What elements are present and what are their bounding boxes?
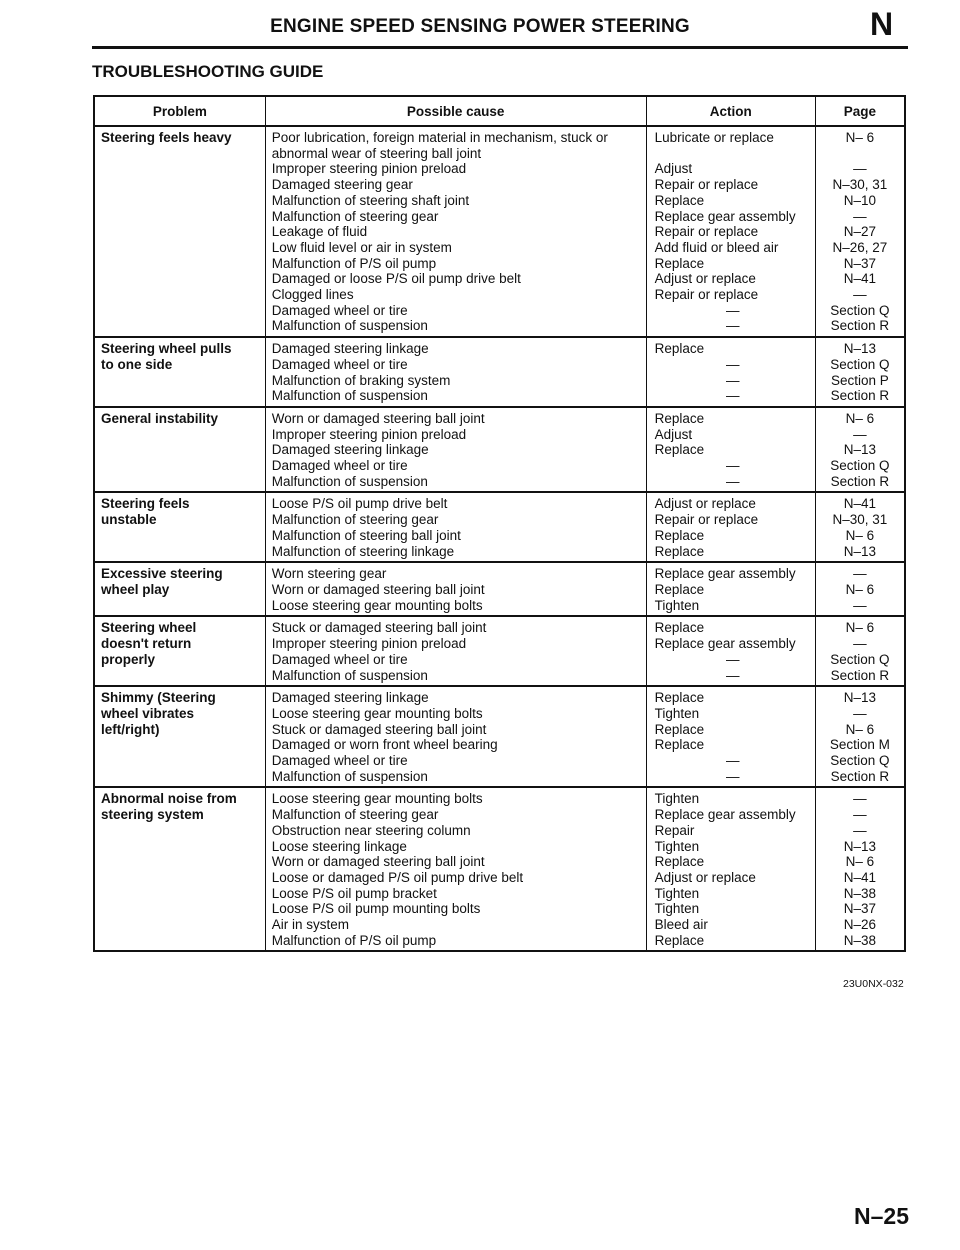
page-ref: Section R xyxy=(830,768,890,784)
action-line: Replace xyxy=(654,932,705,948)
cause-line: Worn or damaged steering ball joint xyxy=(271,581,485,597)
action-line: Repair or replace xyxy=(654,512,759,528)
cause-line: Damaged wheel or tire xyxy=(271,753,408,769)
page-ref xyxy=(818,146,902,162)
problem-line: unstable xyxy=(101,512,157,528)
page-cell xyxy=(815,407,905,493)
problem-line: Excessive steering xyxy=(101,566,223,582)
action-line: Tighten xyxy=(654,901,700,917)
cause-line: Malfunction of steering gear xyxy=(271,807,439,823)
action-line: — xyxy=(725,651,740,667)
page-cell xyxy=(815,337,905,407)
cause-line: Damaged wheel or tire xyxy=(271,302,408,318)
cause-line: Stuck or damaged steering ball joint xyxy=(271,721,487,737)
action-line: Replace xyxy=(654,721,705,737)
cause-cell xyxy=(265,126,646,337)
cause-line: Loose P/S oil pump drive belt xyxy=(271,496,448,512)
problem-line: properly xyxy=(101,651,156,667)
table-row xyxy=(94,787,905,951)
action-line: Replace gear assembly xyxy=(654,636,796,652)
page-ref: N–41 xyxy=(843,869,877,885)
action-line: Replace gear assembly xyxy=(654,566,796,582)
problem-line: Steering wheel xyxy=(101,620,197,636)
action-line: Tighten xyxy=(654,885,700,901)
page-ref: N–26, 27 xyxy=(832,239,888,255)
section-letter: N xyxy=(870,6,894,42)
action-line: — xyxy=(725,318,740,334)
page-ref: N–13 xyxy=(843,341,877,357)
action-line: Repair xyxy=(654,822,695,838)
cause-line: Malfunction of steering gear xyxy=(271,208,439,224)
action-line: — xyxy=(725,768,740,784)
page-cell xyxy=(815,562,905,616)
cause-line: Damaged steering linkage xyxy=(271,690,429,706)
page-ref: Section R xyxy=(830,318,890,334)
problem-cell xyxy=(94,337,265,407)
action-line: Replace xyxy=(654,854,705,870)
problem-line: wheel play xyxy=(101,581,170,597)
page-ref: — xyxy=(853,791,867,807)
page-ref: N–30, 31 xyxy=(832,177,888,193)
cause-line: Malfunction of suspension xyxy=(271,388,428,404)
problem-line: wheel vibrates xyxy=(101,705,195,721)
action-line: — xyxy=(725,388,740,404)
cause-line: Malfunction of steering shaft joint xyxy=(271,192,470,208)
action-line: Tighten xyxy=(654,791,700,807)
action-line: Repair or replace xyxy=(654,287,759,303)
problem-line: doesn't return xyxy=(101,636,192,652)
page-ref: N–13 xyxy=(843,442,877,458)
cause-line: Worn or damaged steering ball joint xyxy=(271,854,485,870)
cause-line: Loose steering gear mounting bolts xyxy=(271,791,483,807)
cause-line: Malfunction of steering linkage xyxy=(271,543,455,559)
problem-cell xyxy=(94,562,265,616)
page-ref: Section Q xyxy=(830,356,890,372)
column-header-page: Page xyxy=(815,96,905,126)
cause-line: Improper steering pinion preload xyxy=(271,161,467,177)
action-line: Replace xyxy=(654,543,705,559)
cause-cell xyxy=(265,787,646,951)
action-line: Replace xyxy=(654,410,705,426)
problem-line: Steering feels xyxy=(101,496,190,512)
page-ref: N–13 xyxy=(843,543,877,559)
page-cell xyxy=(815,686,905,787)
cause-line: Improper steering pinion preload xyxy=(271,636,467,652)
action-line: Replace xyxy=(654,581,705,597)
cause-cell xyxy=(265,616,646,686)
problem-cell xyxy=(94,616,265,686)
page-ref: — xyxy=(853,636,867,652)
cause-line: Malfunction of steering ball joint xyxy=(271,527,461,543)
action-line: Tighten xyxy=(654,838,700,854)
page-ref: — xyxy=(853,566,867,582)
troubleshooting-table-wrapper xyxy=(93,95,906,952)
action-line: — xyxy=(725,753,740,769)
page-ref: N–38 xyxy=(843,885,877,901)
troubleshooting-table xyxy=(93,95,906,952)
page-ref: N–26 xyxy=(843,917,877,933)
cause-line: Loose steering linkage xyxy=(271,838,407,854)
cause-line: Malfunction of braking system xyxy=(271,372,451,388)
problem-line: left/right) xyxy=(101,721,160,737)
cause-line: Malfunction of suspension xyxy=(271,667,428,683)
action-line: Adjust or replace xyxy=(654,271,756,287)
table-row xyxy=(94,126,905,337)
table-row xyxy=(94,337,905,407)
page-cell xyxy=(815,126,905,337)
cause-line: Malfunction of P/S oil pump xyxy=(271,932,437,948)
cause-line: Leakage of fluid xyxy=(271,224,368,240)
action-line: Replace xyxy=(654,255,705,271)
page-ref: — xyxy=(853,822,867,838)
page-ref: N–30, 31 xyxy=(832,512,888,528)
action-line: Replace xyxy=(654,690,705,706)
action-line: Replace gear assembly xyxy=(654,807,796,823)
cause-line: Malfunction of suspension xyxy=(271,768,428,784)
cause-line: Damaged wheel or tire xyxy=(271,651,408,667)
cause-line: Damaged wheel or tire xyxy=(271,356,408,372)
cause-line: Improper steering pinion preload xyxy=(271,426,467,442)
action-line: Replace xyxy=(654,737,705,753)
page-number: N–25 xyxy=(854,1203,909,1229)
cause-line: Malfunction of P/S oil pump xyxy=(271,255,437,271)
problem-cell xyxy=(94,686,265,787)
page-ref: — xyxy=(853,287,867,303)
column-header-action: Action xyxy=(646,96,815,126)
page-ref: N– 6 xyxy=(845,130,875,145)
guide-title: TROUBLESHOOTING GUIDE xyxy=(92,62,324,81)
cause-line: Loose or damaged P/S oil pump drive belt xyxy=(271,869,524,885)
problem-line: Abnormal noise from xyxy=(101,791,237,807)
page-ref: — xyxy=(853,705,867,721)
problem-line: Steering wheel pulls xyxy=(101,341,232,357)
action-line: — xyxy=(725,372,740,388)
page-ref: — xyxy=(853,597,867,613)
cause-line: abnormal wear of steering ball joint xyxy=(271,145,482,161)
page-ref: Section M xyxy=(829,737,890,753)
cause-line: Damaged or worn front wheel bearing xyxy=(271,737,498,753)
page-ref: N–37 xyxy=(843,901,877,917)
table-header-row xyxy=(94,96,905,126)
action-line: Repair or replace xyxy=(654,177,759,193)
action-line: Replace gear assembly xyxy=(654,208,796,224)
action-cell xyxy=(646,492,815,562)
page-ref: — xyxy=(853,161,867,177)
action-line: — xyxy=(725,473,740,489)
cause-line: Damaged or loose P/S oil pump drive belt xyxy=(271,271,521,287)
page-ref: Section P xyxy=(831,372,889,388)
cause-line: Stuck or damaged steering ball joint xyxy=(271,620,487,636)
action-line: Replace xyxy=(654,341,705,357)
action-line: — xyxy=(725,667,740,683)
page-ref: N–37 xyxy=(843,255,877,271)
action-cell xyxy=(646,686,815,787)
action-line: Adjust or replace xyxy=(654,869,756,885)
action-line: Add fluid or bleed air xyxy=(654,239,779,255)
page-ref: N–13 xyxy=(843,690,877,706)
action-line: Adjust xyxy=(654,161,693,177)
table-body xyxy=(94,126,905,951)
problem-cell xyxy=(94,126,265,337)
action-cell xyxy=(646,562,815,616)
cause-line: Worn steering gear xyxy=(271,566,387,582)
page-ref: Section Q xyxy=(830,302,890,318)
column-header-cause: Possible cause xyxy=(265,96,646,126)
cause-line: Low fluid level or air in system xyxy=(271,239,452,255)
table-row xyxy=(94,492,905,562)
cause-line: Damaged steering linkage xyxy=(271,442,429,458)
page-ref: N–38 xyxy=(843,932,877,948)
page-ref: N– 6 xyxy=(845,721,875,737)
cause-line: Malfunction of suspension xyxy=(271,318,428,334)
action-line: Repair or replace xyxy=(654,224,759,240)
cause-line: Clogged lines xyxy=(271,287,354,303)
action-line: Bleed air xyxy=(654,917,708,933)
action-line: Tighten xyxy=(654,597,700,613)
page-ref: Section Q xyxy=(830,753,890,769)
page-ref: Section Q xyxy=(830,458,890,474)
page-ref: Section Q xyxy=(830,651,890,667)
action-cell xyxy=(646,616,815,686)
action-line: Adjust xyxy=(654,426,693,442)
action-line: — xyxy=(725,458,740,474)
problem-line: Shimmy (Steering xyxy=(101,690,216,706)
action-cell xyxy=(646,787,815,951)
page-ref: N–13 xyxy=(843,838,877,854)
cause-line: Malfunction of steering gear xyxy=(271,512,439,528)
page-ref: — xyxy=(853,426,867,442)
table-row xyxy=(94,562,905,616)
cause-line: Obstruction near steering column xyxy=(271,822,471,838)
action-cell xyxy=(646,337,815,407)
problem-cell xyxy=(94,787,265,951)
action-line: — xyxy=(725,302,740,318)
table-row xyxy=(94,686,905,787)
cause-line: Loose steering gear mounting bolts xyxy=(271,597,483,613)
cause-cell xyxy=(265,562,646,616)
page-ref: N– 6 xyxy=(845,527,875,543)
page-ref: — xyxy=(853,807,867,823)
action-cell xyxy=(646,126,815,337)
page-ref: N–27 xyxy=(843,224,877,240)
page-ref: N–41 xyxy=(843,271,877,287)
problem-line: to one side xyxy=(101,356,173,372)
page-cell xyxy=(815,616,905,686)
page-ref: N– 6 xyxy=(845,581,875,597)
problem-line: steering system xyxy=(101,807,204,823)
cause-cell xyxy=(265,337,646,407)
page-ref: N– 6 xyxy=(845,410,875,426)
action-line: Replace xyxy=(654,442,705,458)
cause-line: Poor lubrication, foreign material in mechanism, stuck or xyxy=(271,130,608,145)
page-ref: N–10 xyxy=(843,192,877,208)
cause-line: Loose P/S oil pump mounting bolts xyxy=(271,901,481,917)
table-row xyxy=(94,616,905,686)
page-cell xyxy=(815,787,905,951)
cause-cell xyxy=(265,686,646,787)
page-ref: N– 6 xyxy=(845,620,875,636)
problem-cell xyxy=(94,492,265,562)
header-rule xyxy=(92,46,908,49)
action-cell xyxy=(646,407,815,493)
action-line: — xyxy=(725,356,740,372)
action-line: Lubricate or replace xyxy=(654,130,774,145)
page-ref: — xyxy=(853,208,867,224)
action-line: Tighten xyxy=(654,705,700,721)
cause-cell xyxy=(265,407,646,493)
cause-line: Worn or damaged steering ball joint xyxy=(271,410,485,426)
figure-code: 23U0NX-032 xyxy=(843,978,904,990)
page-ref: N–41 xyxy=(843,496,877,512)
page-ref: Section R xyxy=(830,388,890,404)
problem-line: Steering feels heavy xyxy=(101,130,232,145)
cause-line: Damaged steering gear xyxy=(271,177,413,193)
problem-line: General instability xyxy=(101,410,219,426)
page-cell xyxy=(815,492,905,562)
cause-line: Damaged wheel or tire xyxy=(271,458,408,474)
column-header-problem: Problem xyxy=(94,96,265,126)
page-ref: Section R xyxy=(830,667,890,683)
action-line: Replace xyxy=(654,527,705,543)
table-row xyxy=(94,407,905,493)
action-line xyxy=(655,146,811,162)
cause-line: Loose P/S oil pump bracket xyxy=(271,885,437,901)
cause-line: Malfunction of suspension xyxy=(271,473,428,489)
cause-line: Air in system xyxy=(271,917,350,933)
page-header-title: ENGINE SPEED SENSING POWER STEERING xyxy=(270,16,690,37)
cause-line: Damaged steering linkage xyxy=(271,341,429,357)
problem-cell xyxy=(94,407,265,493)
page-ref: N– 6 xyxy=(845,854,875,870)
action-line: Replace xyxy=(654,620,705,636)
cause-cell xyxy=(265,492,646,562)
cause-line: Loose steering gear mounting bolts xyxy=(271,705,483,721)
action-line: Adjust or replace xyxy=(654,496,756,512)
page-ref: Section R xyxy=(830,473,890,489)
action-line: Replace xyxy=(654,192,705,208)
